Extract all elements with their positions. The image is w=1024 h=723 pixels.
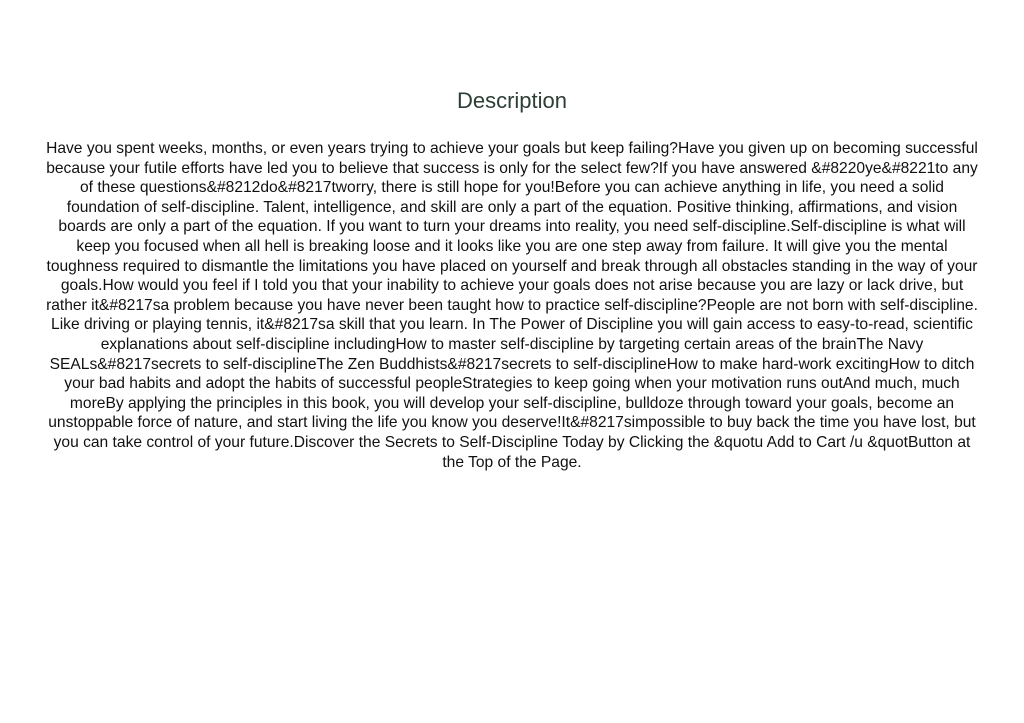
description-heading: Description [456,88,568,113]
description-body: Have you spent weeks, months, or even years trying to achieve your goals but keep failing?Have you given up on becoming successful because your futile efforts have led you to believe that success is only for the select few?If you have answered &#8220ye&#8221to any of these questions&#8212do&#8217tworry, there is still hope for you!Before you can achieve anything in life, you need a solid foundation of self-discipline. Talent, intelligence, and skill are only a part of the equation. Positive thinking, affirmations, and vision boards are only a part of the equation. If you want to turn your dreams into reality, you need self-discipline.Self-discipline is what will keep you focused when all hell is breaking loose and it looks like you are one step away from failure. It will give you the mental toughness required to dismantle the limitations you have placed on yourself and break through all obstacles standing in the way of your goals.How would you feel if I told you that your inability to achieve your goals does not arise because you are lazy or lack drive, but rather it&#8217sa problem because you have never been taught how to practice self-discipline?People are not born with self-discipline. Like driving or playing tennis, it&#8217sa skill that you learn. In The Power of Discipline you will gain access to easy-to-read, scientific explanations about self-discipline includingHow to master self-discipline by targeting certain areas of the brainThe Navy SEALs&#8217secrets to self-disciplineThe Zen Buddhists&#8217secrets to self-disciplineHow to make hard-work excitingHow to ditch your bad habits and adopt the habits of successful peopleStrategies to keep going when your motivation runs outAnd much, much moreBy applying the principles in this book, you will develop your self-discipline, bulldoze through toward your goals, become an unstoppable force of nature, and start living the life you know you deserve!It&#8217simpossible to buy back the time you have lost, but you can take control of your future.Discover the Secrets to Self-Discipline Today by Clicking the &quotu Add to Cart /u &quotButton at the Top of the Page. [46,140,978,471]
